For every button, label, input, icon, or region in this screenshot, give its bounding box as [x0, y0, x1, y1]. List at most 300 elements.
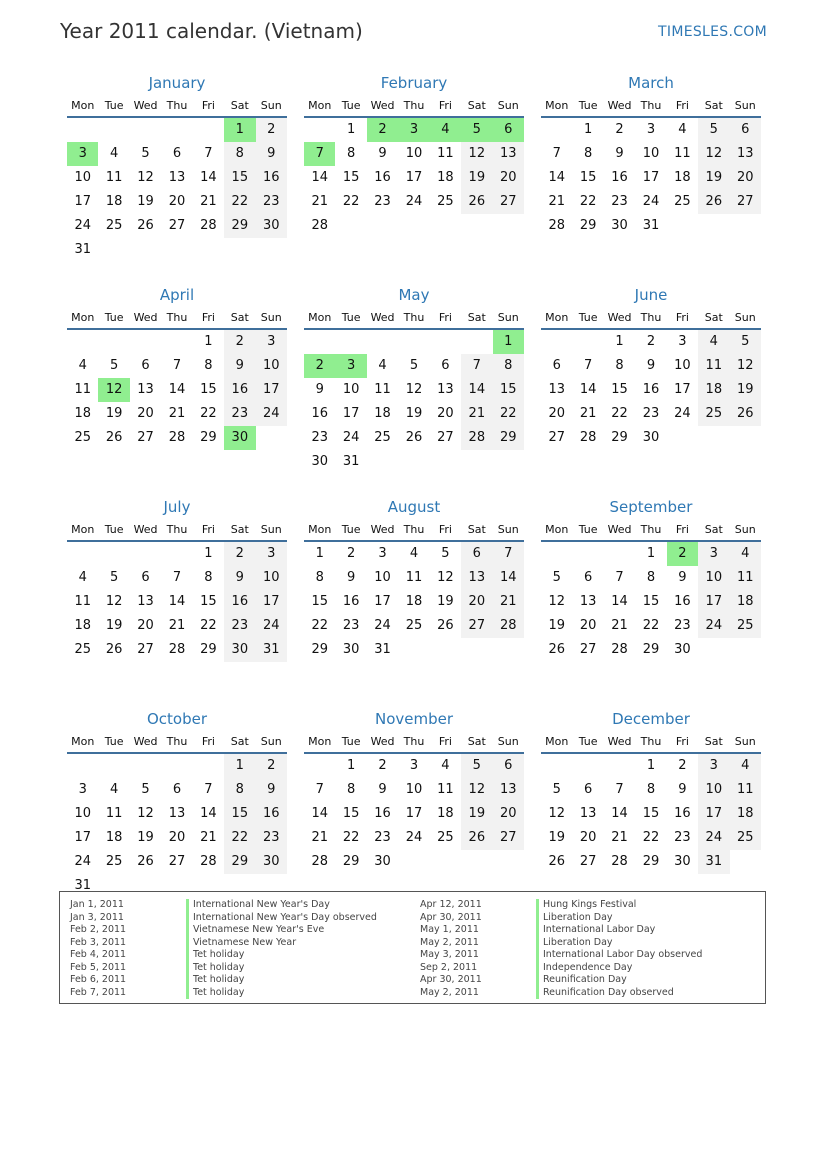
day-cell: 5: [141, 146, 150, 161]
weekday-label: Thu: [640, 735, 662, 748]
weekday-label: Tue: [578, 311, 598, 324]
day-cell: 8: [615, 358, 624, 373]
day-cell: 2: [224, 542, 255, 566]
day-cell: 25: [74, 430, 91, 445]
day-cell: 18: [437, 170, 454, 185]
day-grid: [541, 754, 761, 874]
day-cell: 11: [698, 354, 729, 378]
day-cell: 26: [461, 826, 492, 850]
holiday-day: 1: [224, 118, 255, 142]
weekday-label: Tue: [104, 523, 124, 536]
day-cell: 13: [493, 142, 524, 166]
weekday-label: Mon: [308, 99, 332, 112]
day-cell: 12: [698, 142, 729, 166]
day-cell: 17: [74, 830, 91, 845]
holiday-name: Hung Kings Festival: [536, 899, 636, 912]
day-cell: 2: [378, 758, 387, 773]
blank-cell: [98, 118, 129, 142]
day-cell: 30: [224, 638, 255, 662]
day-cell: 31: [74, 878, 91, 893]
day-cell: 23: [374, 830, 391, 845]
day-cell: 5: [409, 358, 419, 373]
day-cell: 18: [105, 830, 123, 845]
weekday-label: Sat: [704, 311, 723, 324]
holiday-date: Sep 2, 2011: [420, 961, 478, 973]
day-cell: 14: [493, 566, 524, 590]
holiday-day: 5: [461, 118, 492, 142]
day-cell: 30: [611, 218, 628, 233]
day-cell: 27: [730, 190, 761, 214]
weekday-header: [67, 306, 287, 330]
day-cell: 4: [78, 358, 87, 373]
day-grid: [67, 330, 287, 450]
day-cell: 15: [311, 594, 328, 609]
holiday-date: Feb 2, 2011: [70, 924, 127, 935]
month-june: [541, 284, 761, 485]
weekday-label: Sun: [260, 311, 282, 324]
day-cell: 21: [579, 406, 597, 421]
holiday-name: Independence Day: [536, 962, 632, 975]
day-cell: 22: [611, 406, 628, 421]
day-cell: 18: [698, 378, 729, 402]
day-cell: 1: [583, 122, 593, 137]
weekday-label: Sun: [734, 735, 756, 748]
day-cell: 26: [105, 430, 123, 445]
day-cell: 21: [548, 194, 565, 209]
day-cell: 18: [374, 406, 391, 421]
day-cell: 8: [493, 354, 524, 378]
blank-cell: [398, 330, 429, 354]
weekday-label: Tue: [341, 523, 361, 536]
day-cell: 11: [437, 146, 454, 161]
day-cell: 3: [698, 542, 729, 566]
day-cell: 4: [378, 358, 387, 373]
day-cell: 20: [437, 406, 454, 421]
day-cell: 30: [374, 854, 391, 869]
blank-cell: [130, 754, 161, 778]
day-cell: 22: [200, 618, 217, 633]
day-cell: 3: [678, 334, 687, 349]
day-cell: 26: [137, 854, 154, 869]
day-cell: 9: [346, 570, 356, 585]
day-cell: 14: [168, 594, 186, 609]
day-cell: 30: [342, 642, 360, 657]
day-cell: 14: [311, 170, 328, 185]
day-cell: 9: [378, 782, 387, 797]
day-cell: 16: [642, 382, 660, 397]
day-cell: 27: [461, 614, 492, 638]
holiday-name: International Labor Day observed: [536, 949, 702, 962]
day-cell: 4: [678, 122, 687, 137]
weekday-label: Thu: [166, 311, 188, 324]
day-cell: 12: [105, 594, 123, 609]
weekday-label: Mon: [71, 523, 95, 536]
blank-cell: [67, 754, 98, 778]
day-cell: 9: [224, 354, 255, 378]
day-cell: 7: [204, 782, 213, 797]
blank-cell: [304, 754, 335, 778]
blank-cell: [604, 542, 635, 566]
day-cell: 24: [698, 826, 729, 850]
day-cell: 1: [315, 546, 324, 561]
day-cell: 5: [730, 330, 761, 354]
weekday-label: Sun: [497, 311, 519, 324]
holiday-row: [420, 987, 702, 1000]
day-cell: 9: [678, 782, 687, 797]
day-cell: 10: [698, 778, 729, 802]
weekday-label: Tue: [578, 99, 598, 112]
day-cell: 12: [405, 382, 423, 397]
holiday-day: 3: [67, 142, 98, 166]
day-cell: 6: [172, 146, 182, 161]
day-cell: 28: [168, 642, 186, 657]
holiday-list-right: [420, 899, 702, 999]
day-cell: 12: [461, 142, 492, 166]
day-cell: 2: [678, 758, 687, 773]
holiday-row: [420, 962, 702, 975]
day-cell: 3: [256, 330, 287, 354]
day-cell: 15: [224, 166, 255, 190]
day-cell: 22: [224, 190, 255, 214]
day-cell: 9: [256, 778, 287, 802]
day-cell: 23: [311, 430, 328, 445]
day-cell: 23: [674, 830, 691, 845]
day-grid: [67, 118, 287, 262]
day-cell: 26: [405, 430, 423, 445]
day-cell: 15: [579, 170, 597, 185]
month-april: [67, 284, 287, 485]
day-cell: 16: [342, 594, 360, 609]
day-cell: 17: [698, 590, 729, 614]
day-cell: 10: [342, 382, 360, 397]
day-cell: 25: [674, 194, 691, 209]
month-january: [67, 72, 287, 273]
holiday-day: 2: [367, 118, 398, 142]
day-cell: 5: [552, 570, 561, 585]
day-cell: 23: [611, 194, 628, 209]
day-cell: 18: [405, 594, 423, 609]
day-cell: 28: [311, 854, 328, 869]
day-cell: 20: [579, 830, 597, 845]
day-cell: 14: [200, 170, 217, 185]
weekday-label: Fri: [675, 523, 689, 536]
day-cell: 28: [200, 218, 217, 233]
weekday-label: Sun: [734, 99, 756, 112]
day-cell: 23: [342, 618, 360, 633]
day-cell: 6: [583, 570, 593, 585]
blank-cell: [572, 754, 603, 778]
day-cell: 8: [646, 570, 656, 585]
day-cell: 3: [378, 546, 387, 561]
weekday-label: Sat: [230, 99, 249, 112]
holiday-day: 3: [335, 354, 366, 378]
day-cell: 28: [461, 426, 492, 450]
day-cell: 29: [224, 850, 255, 874]
holiday-date: Jan 3, 2011: [70, 911, 124, 923]
weekday-label: Mon: [71, 735, 95, 748]
day-cell: 17: [374, 594, 391, 609]
day-cell: 29: [642, 642, 660, 657]
weekday-label: Sat: [704, 523, 723, 536]
weekday-label: Mon: [545, 311, 569, 324]
day-cell: 19: [105, 406, 123, 421]
day-cell: 29: [224, 214, 255, 238]
day-cell: 5: [441, 546, 450, 561]
day-cell: 27: [137, 642, 154, 657]
day-cell: 12: [437, 570, 454, 585]
day-cell: 31: [74, 242, 91, 257]
day-cell: 10: [256, 354, 287, 378]
day-cell: 3: [78, 782, 87, 797]
holiday-row: [420, 924, 702, 937]
day-cell: 16: [374, 170, 391, 185]
day-cell: 24: [342, 430, 360, 445]
day-cell: 7: [172, 358, 182, 373]
day-cell: 14: [548, 170, 565, 185]
weekday-label: Thu: [166, 735, 188, 748]
day-cell: 5: [109, 358, 119, 373]
day-cell: 6: [441, 358, 450, 373]
day-cell: 1: [615, 334, 624, 349]
day-cell: 22: [342, 194, 360, 209]
holiday-name: International New Year's Day observed: [186, 912, 377, 925]
day-cell: 21: [493, 590, 524, 614]
holiday-name: Tet holiday: [186, 962, 244, 975]
day-cell: 16: [311, 406, 328, 421]
day-cell: 31: [698, 850, 729, 874]
holiday-name: Reunification Day observed: [536, 987, 674, 1000]
blank-cell: [304, 330, 335, 354]
day-cell: 23: [256, 190, 287, 214]
holiday-row: [420, 974, 702, 987]
weekday-label: Fri: [675, 311, 689, 324]
weekday-label: Wed: [133, 311, 158, 324]
day-cell: 21: [168, 618, 186, 633]
weekday-label: Tue: [578, 523, 598, 536]
weekday-label: Thu: [166, 523, 188, 536]
day-cell: 17: [405, 806, 423, 821]
holiday-name: International Labor Day: [536, 924, 655, 937]
day-cell: 25: [730, 614, 761, 638]
holiday-legend: [59, 891, 766, 1004]
day-cell: 3: [646, 122, 656, 137]
day-cell: 22: [200, 406, 217, 421]
weekday-label: Mon: [545, 99, 569, 112]
blank-cell: [98, 542, 129, 566]
day-cell: 26: [548, 642, 565, 657]
weekday-header: [304, 518, 524, 542]
day-cell: 20: [493, 802, 524, 826]
day-cell: 20: [168, 830, 186, 845]
day-cell: 8: [346, 782, 356, 797]
day-cell: 2: [646, 334, 656, 349]
day-cell: 11: [730, 566, 761, 590]
weekday-label: Sun: [497, 735, 519, 748]
day-cell: 17: [405, 170, 423, 185]
day-cell: 22: [342, 830, 360, 845]
weekday-label: Thu: [403, 311, 425, 324]
day-cell: 7: [615, 570, 624, 585]
weekday-label: Thu: [640, 311, 662, 324]
day-cell: 26: [730, 402, 761, 426]
weekday-header: [67, 94, 287, 118]
day-cell: 8: [583, 146, 593, 161]
day-cell: 11: [405, 570, 423, 585]
holiday-day: 12: [98, 378, 129, 402]
day-cell: 26: [137, 218, 154, 233]
weekday-label: Fri: [675, 99, 689, 112]
holiday-name: Liberation Day: [536, 937, 613, 950]
holiday-name: Tet holiday: [186, 974, 244, 987]
day-cell: 29: [200, 430, 217, 445]
month-title: March: [628, 74, 674, 92]
blank-cell: [430, 330, 461, 354]
blank-cell: [604, 754, 635, 778]
weekday-header: [541, 518, 761, 542]
weekday-label: Tue: [341, 99, 361, 112]
day-cell: 26: [548, 854, 565, 869]
day-cell: 8: [204, 570, 213, 585]
day-cell: 15: [224, 802, 255, 826]
day-cell: 11: [437, 782, 454, 797]
day-cell: 1: [224, 754, 255, 778]
holiday-date: Feb 7, 2011: [70, 986, 127, 998]
day-cell: 21: [168, 406, 186, 421]
month-title: November: [374, 710, 454, 728]
weekday-label: Fri: [201, 523, 215, 536]
day-grid: [67, 542, 287, 662]
day-cell: 27: [168, 218, 186, 233]
day-cell: 24: [698, 614, 729, 638]
day-cell: 15: [493, 378, 524, 402]
holiday-list-left: [70, 899, 377, 999]
day-cell: 2: [256, 754, 287, 778]
holiday-day: 1: [493, 330, 524, 354]
weekday-header: [304, 94, 524, 118]
site-link[interactable]: TIMESLES.COM: [658, 24, 767, 40]
month-title: December: [612, 710, 690, 728]
day-cell: 20: [461, 590, 492, 614]
weekday-label: Fri: [438, 311, 452, 324]
day-cell: 16: [674, 806, 691, 821]
month-february: [304, 72, 524, 273]
day-cell: 1: [204, 546, 213, 561]
day-cell: 7: [583, 358, 593, 373]
holiday-name: Tet holiday: [186, 949, 244, 962]
holiday-name: Reunification Day: [536, 974, 627, 987]
day-cell: 21: [611, 618, 628, 633]
weekday-label: Sat: [467, 523, 486, 536]
day-cell: 22: [642, 830, 660, 845]
day-cell: 11: [730, 778, 761, 802]
day-grid: [541, 330, 761, 450]
day-cell: 10: [642, 146, 660, 161]
weekday-label: Wed: [370, 99, 395, 112]
day-cell: 10: [405, 146, 423, 161]
day-cell: 30: [642, 430, 660, 445]
day-cell: 16: [611, 170, 628, 185]
blank-cell: [541, 542, 572, 566]
day-cell: 24: [74, 218, 91, 233]
day-cell: 14: [168, 382, 186, 397]
day-cell: 4: [698, 330, 729, 354]
month-title: January: [148, 74, 206, 92]
month-title: October: [146, 710, 208, 728]
day-cell: 9: [224, 566, 255, 590]
day-cell: 20: [137, 406, 154, 421]
page-title: Year 2011 calendar. (Vietnam): [60, 19, 363, 43]
blank-cell: [98, 330, 129, 354]
blank-cell: [541, 330, 572, 354]
weekday-label: Mon: [308, 523, 332, 536]
weekday-label: Mon: [71, 99, 95, 112]
weekday-label: Sun: [497, 523, 519, 536]
day-cell: 25: [105, 854, 123, 869]
day-cell: 31: [374, 642, 391, 657]
day-cell: 17: [342, 406, 360, 421]
day-cell: 2: [256, 118, 287, 142]
day-cell: 24: [74, 854, 91, 869]
holiday-date: Apr 30, 2011: [420, 974, 482, 985]
day-cell: 12: [548, 594, 565, 609]
day-cell: 14: [200, 806, 217, 821]
day-cell: 4: [109, 146, 119, 161]
day-cell: 20: [168, 194, 186, 209]
day-cell: 18: [74, 618, 91, 633]
day-cell: 6: [552, 358, 561, 373]
blank-cell: [161, 542, 192, 566]
day-cell: 13: [437, 382, 454, 397]
holiday-row: [70, 937, 377, 950]
day-cell: 24: [405, 830, 423, 845]
weekday-label: Sun: [734, 523, 756, 536]
holiday-date: May 2, 2011: [420, 936, 479, 948]
holiday-date: Apr 30, 2011: [420, 911, 482, 923]
weekday-label: Wed: [370, 523, 395, 536]
day-cell: 28: [611, 854, 628, 869]
day-cell: 14: [611, 594, 628, 609]
weekday-label: Sat: [704, 99, 723, 112]
day-cell: 31: [642, 218, 660, 233]
day-cell: 25: [374, 430, 391, 445]
day-cell: 22: [642, 618, 660, 633]
day-cell: 1: [204, 334, 213, 349]
day-cell: 18: [674, 170, 691, 185]
day-cell: 9: [315, 382, 324, 397]
day-cell: 26: [461, 190, 492, 214]
holiday-row: [420, 912, 702, 925]
day-cell: 4: [409, 546, 419, 561]
day-cell: 25: [437, 830, 454, 845]
day-cell: 10: [374, 570, 391, 585]
day-cell: 16: [224, 378, 255, 402]
day-cell: 11: [105, 170, 123, 185]
day-cell: 20: [579, 618, 597, 633]
month-title: May: [398, 286, 430, 304]
weekday-label: Sun: [260, 735, 282, 748]
blank-cell: [67, 542, 98, 566]
month-october: [67, 708, 287, 909]
holiday-name: Liberation Day: [536, 912, 613, 925]
holiday-name: Vietnamese New Year: [186, 937, 296, 950]
day-cell: 6: [461, 542, 492, 566]
blank-cell: [161, 118, 192, 142]
holiday-row: [70, 912, 377, 925]
day-cell: 5: [698, 118, 729, 142]
holiday-day: 6: [493, 118, 524, 142]
day-cell: 28: [611, 642, 628, 657]
weekday-header: [541, 94, 761, 118]
